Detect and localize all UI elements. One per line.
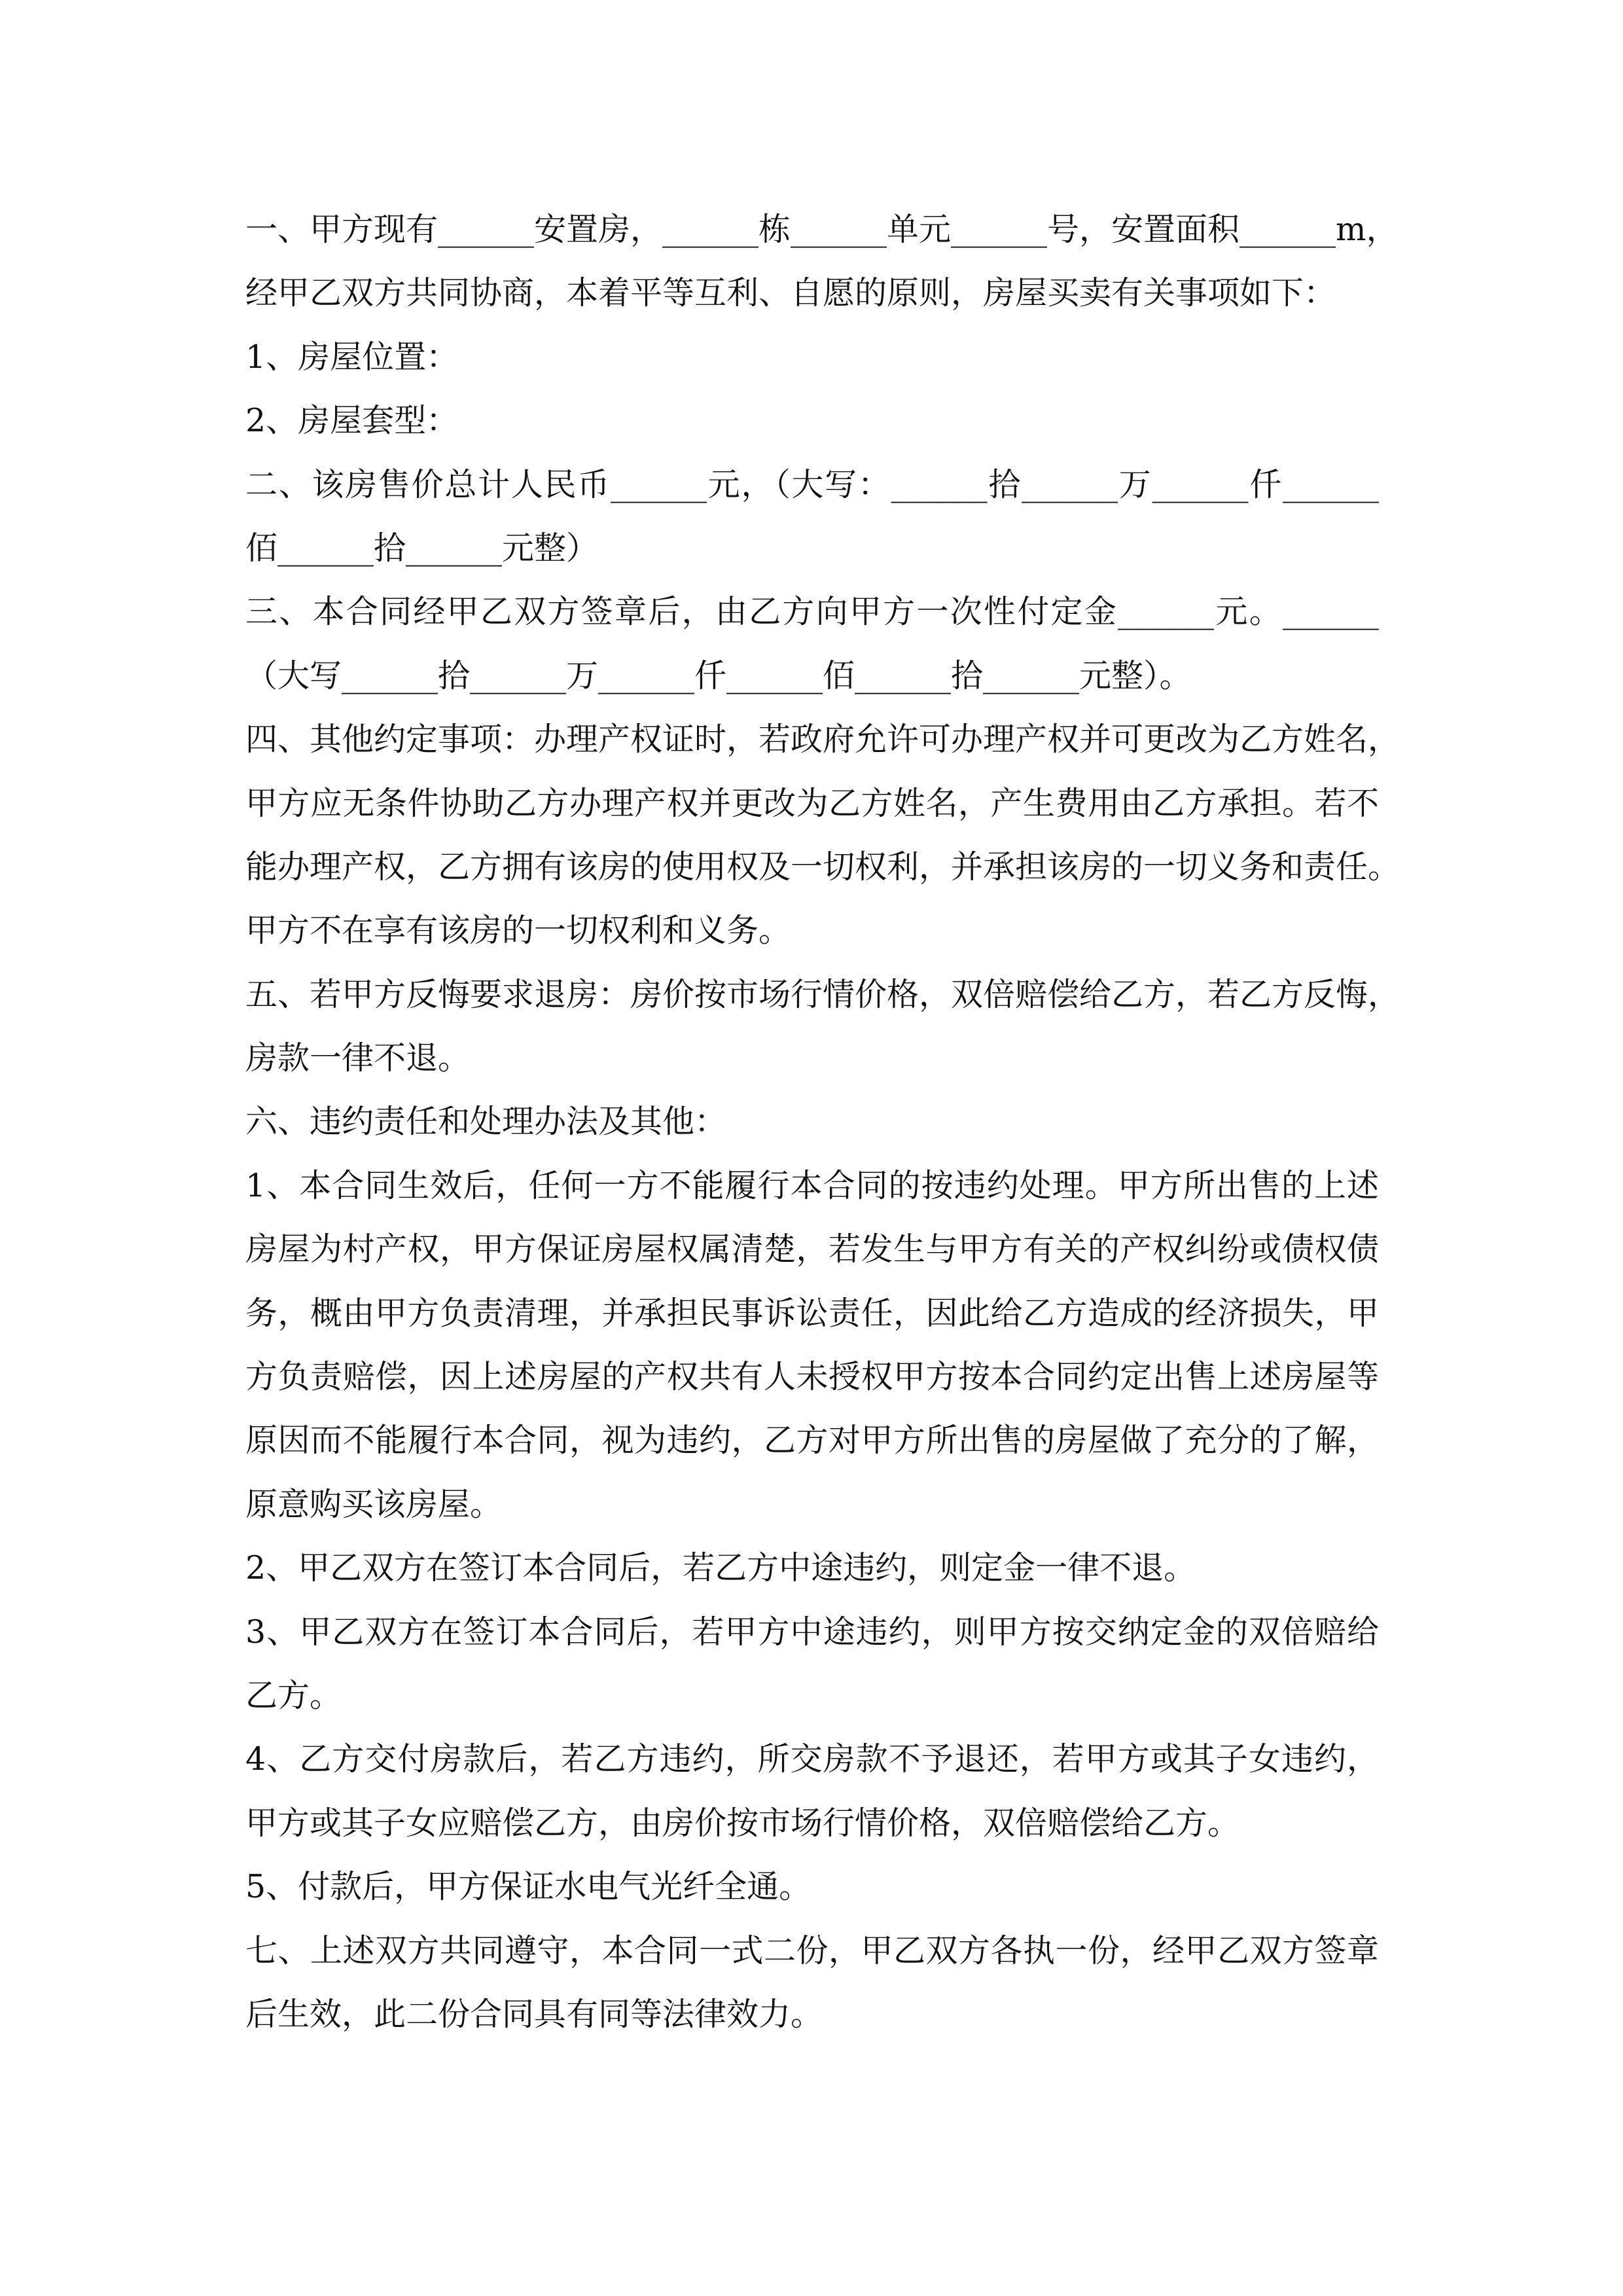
- contract-body: [245, 198, 1400, 2046]
- text-line: 乙方。: [245, 1676, 342, 1714]
- text-line: （大写______拾______万______仟______佰______拾______元整）。: [245, 656, 1192, 694]
- text-line: 原意购买该房屋。: [245, 1485, 503, 1523]
- text-line: 原因而不能履行本合同，视为违约，乙方对甲方所出售的房屋做了充分的了解，: [245, 1422, 1379, 1460]
- text-line: 务，概由甲方负责清理，并承担民事诉讼责任，因此给乙方造成的经济损失，甲: [245, 1294, 1379, 1332]
- text-line: 方负责赔偿，因上述房屋的产权共有人未授权甲方按本合同约定出售上述房屋等: [245, 1358, 1379, 1396]
- text-line: 六、违约责任和处理办法及其他：: [245, 1103, 727, 1141]
- text-line: 甲方不在享有该房的一切权利和义务。: [245, 912, 791, 950]
- text-line: 1、本合同生效后，任何一方不能履行本合同的按违约处理。甲方所出售的上述: [245, 1166, 1379, 1204]
- text-line: 房款一律不退。: [245, 1039, 471, 1077]
- text-line: 二、该房售价总计人民币______元，（大写：______拾______万______仟______: [245, 465, 1379, 503]
- text-line: 佰______拾______元整）: [245, 529, 599, 567]
- text-line: 能办理产权，乙方拥有该房的使用权及一切权利，并承担该房的一切义务和责任。: [245, 848, 1400, 886]
- text-line: 后生效，此二份合同具有同等法律效力。: [245, 1995, 823, 2033]
- text-line: 七、上述双方共同遵守，本合同一式二份，甲乙双方各执一份，经甲乙双方签章: [245, 1931, 1379, 1969]
- text-line: 甲方应无条件协助乙方办理产权并更改为乙方姓名，产生费用由乙方承担。若不: [245, 784, 1379, 822]
- text-line: 甲方或其子女应赔偿乙方，由房价按市场行情价格，双倍赔偿给乙方。: [245, 1804, 1240, 1842]
- text-line: 五、若甲方反悔要求退房：房价按市场行情价格，双倍赔偿给乙方，若乙方反悔，: [245, 975, 1400, 1013]
- text-line: 1、房屋位置：: [245, 338, 459, 376]
- text-line: 经甲乙双方共同协商，本着平等互利、自愿的原则，房屋买卖有关事项如下：: [245, 274, 1336, 312]
- text-line: 一、甲方现有______安置房，______栋______单元______号，安置面积______m，: [245, 211, 1399, 248]
- text-line: 3、甲乙双方在签订本合同后，若甲方中途违约，则甲方按交纳定金的双倍赔给: [245, 1613, 1379, 1651]
- text-line: 2、房屋套型：: [245, 402, 459, 440]
- text-line: 四、其他约定事项：办理产权证时，若政府允许可办理产权并可更改为乙方姓名，: [245, 721, 1400, 759]
- text-line: 房屋为村产权，甲方保证房屋权属清楚，若发生与甲方有关的产权纠纷或债权债: [245, 1230, 1379, 1268]
- text-line: 5、付款后，甲方保证水电气光纤全通。: [245, 1868, 812, 1906]
- text-line: 2、甲乙双方在签订本合同后，若乙方中途违约，则定金一律不退。: [245, 1549, 1196, 1587]
- text-line: 三、本合同经甲乙双方签章后，由乙方向甲方一次性付定金______元。______: [245, 593, 1379, 631]
- text-line: 4、乙方交付房款后，若乙方违约，所交房款不予退还，若甲方或其子女违约，: [245, 1740, 1379, 1778]
